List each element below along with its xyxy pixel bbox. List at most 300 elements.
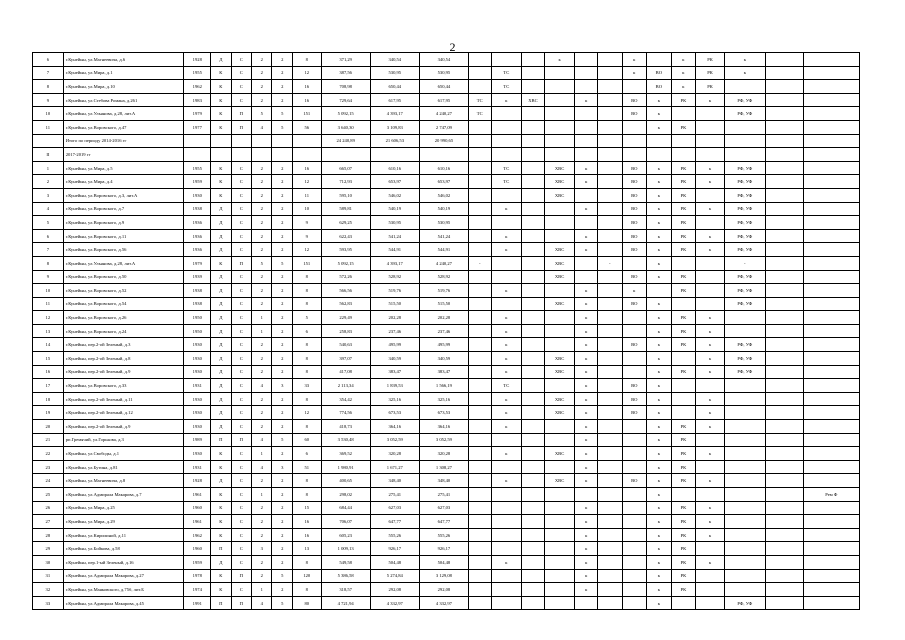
table-cell: к bbox=[647, 229, 672, 243]
table-cell: к bbox=[575, 379, 598, 393]
table-cell: 1 bbox=[252, 583, 272, 597]
table-cell: РК bbox=[671, 161, 696, 175]
table-cell: 528,92 bbox=[370, 270, 419, 284]
table-cell: РК bbox=[671, 515, 696, 529]
table-cell bbox=[803, 229, 859, 243]
table-cell: 3 640,30 bbox=[321, 120, 370, 134]
table-cell bbox=[622, 447, 647, 461]
table-cell: 515,50 bbox=[419, 297, 468, 311]
table-cell bbox=[33, 134, 64, 148]
table-cell: к bbox=[647, 569, 672, 583]
table-cell: С bbox=[231, 501, 251, 515]
table-cell bbox=[491, 53, 522, 67]
table-cell bbox=[671, 488, 696, 502]
table-row bbox=[33, 243, 860, 257]
table-cell: 4 bbox=[252, 433, 272, 447]
table-cell: РФ, УФ bbox=[724, 338, 765, 352]
table-cell: 51 bbox=[292, 460, 321, 474]
table-cell bbox=[765, 555, 803, 569]
table-cell: 1960 bbox=[184, 542, 211, 556]
table-cell: 5 092,15 bbox=[321, 256, 370, 270]
table-cell bbox=[765, 338, 803, 352]
table-cell bbox=[647, 284, 672, 298]
table-cell bbox=[765, 488, 803, 502]
table-cell: 19 bbox=[33, 406, 64, 420]
table-cell: ВО bbox=[622, 229, 647, 243]
table-cell: к bbox=[622, 284, 647, 298]
table-cell: 530,95 bbox=[370, 216, 419, 230]
table-cell: РК bbox=[671, 542, 696, 556]
address-cell: г.Кунейын, пер.1-ый Зеленый, д.16 bbox=[63, 555, 184, 569]
address-cell: г.Кунейын, ул.Магнеевича, д.8 bbox=[63, 474, 184, 488]
table-cell: 10 bbox=[33, 284, 64, 298]
table-cell bbox=[491, 134, 522, 148]
table-cell bbox=[575, 80, 598, 94]
table-cell: 593,95 bbox=[321, 243, 370, 257]
table-cell: 1930 bbox=[184, 352, 211, 366]
table-cell bbox=[765, 66, 803, 80]
table-cell bbox=[575, 53, 598, 67]
table-cell: ТС bbox=[491, 161, 522, 175]
table-cell bbox=[671, 148, 696, 162]
table-cell: - bbox=[597, 256, 622, 270]
table-cell: 2 bbox=[272, 447, 292, 461]
table-cell bbox=[597, 352, 622, 366]
table-cell: 24 bbox=[33, 474, 64, 488]
table-cell: 202,28 bbox=[419, 311, 468, 325]
table-cell: к bbox=[647, 324, 672, 338]
table-cell: 12 bbox=[292, 406, 321, 420]
table-row bbox=[33, 542, 860, 556]
table-cell: 9 bbox=[33, 93, 64, 107]
table-cell: 519,76 bbox=[370, 284, 419, 298]
table-cell: 2 bbox=[252, 528, 272, 542]
table-cell: к bbox=[575, 460, 598, 474]
table-cell: к bbox=[647, 120, 672, 134]
table-cell bbox=[803, 324, 859, 338]
table-row bbox=[33, 528, 860, 542]
table-cell: 9 bbox=[33, 270, 64, 284]
table-cell: РК bbox=[671, 528, 696, 542]
table-cell bbox=[622, 583, 647, 597]
table-cell: 2 bbox=[252, 175, 272, 189]
table-cell: ВО bbox=[622, 406, 647, 420]
table-cell: Д bbox=[211, 243, 231, 257]
table-cell: 8 bbox=[33, 80, 64, 94]
table-cell bbox=[622, 596, 647, 610]
table-cell: ХВС bbox=[522, 93, 545, 107]
table-cell: 1960 bbox=[184, 501, 211, 515]
table-cell bbox=[597, 229, 622, 243]
table-cell: РФ, УФ bbox=[724, 297, 765, 311]
table-cell bbox=[544, 107, 575, 121]
table-cell bbox=[724, 420, 765, 434]
table-cell: С bbox=[231, 202, 251, 216]
table-cell: 151 bbox=[292, 107, 321, 121]
table-cell bbox=[597, 569, 622, 583]
table-cell: ХВС bbox=[544, 270, 575, 284]
table-cell: к bbox=[671, 80, 696, 94]
table-cell bbox=[544, 324, 575, 338]
table-cell bbox=[544, 66, 575, 80]
table-cell: С bbox=[231, 338, 251, 352]
table-cell: 8 bbox=[292, 270, 321, 284]
table-cell bbox=[724, 474, 765, 488]
table-cell: 729,64 bbox=[321, 93, 370, 107]
table-cell bbox=[468, 460, 491, 474]
table-cell: 1961 bbox=[184, 515, 211, 529]
table-row bbox=[33, 406, 860, 420]
table-cell: 684,44 bbox=[321, 501, 370, 515]
table-cell bbox=[803, 583, 859, 597]
table-cell: 6 bbox=[292, 324, 321, 338]
table-cell bbox=[522, 528, 545, 542]
table-cell: ХВС bbox=[544, 161, 575, 175]
table-cell bbox=[231, 148, 251, 162]
table-cell bbox=[597, 284, 622, 298]
table-cell: РК bbox=[671, 338, 696, 352]
table-cell: 30 bbox=[33, 555, 64, 569]
table-cell: 566,56 bbox=[321, 284, 370, 298]
table-cell: к bbox=[696, 324, 725, 338]
table-cell: П bbox=[231, 433, 251, 447]
table-cell bbox=[575, 107, 598, 121]
table-row bbox=[33, 188, 860, 202]
address-cell: г.Кунейын, пер.2-ой Зеленый, д.11 bbox=[63, 392, 184, 406]
table-cell bbox=[522, 311, 545, 325]
table-cell: 665,07 bbox=[321, 161, 370, 175]
table-cell bbox=[622, 488, 647, 502]
table-cell bbox=[491, 515, 522, 529]
table-cell bbox=[491, 528, 522, 542]
table-cell: ХВС bbox=[544, 243, 575, 257]
table-cell: 2 bbox=[272, 243, 292, 257]
table-row bbox=[33, 311, 860, 325]
table-cell: 5 274,84 bbox=[370, 569, 419, 583]
table-cell bbox=[597, 297, 622, 311]
table-cell: 2 bbox=[272, 297, 292, 311]
table-cell bbox=[803, 188, 859, 202]
table-cell: к bbox=[647, 433, 672, 447]
table-cell: к bbox=[647, 243, 672, 257]
table-cell: к bbox=[647, 365, 672, 379]
table-cell: 1 bbox=[252, 488, 272, 502]
table-cell: Д bbox=[211, 474, 231, 488]
table-cell bbox=[468, 80, 491, 94]
table-cell bbox=[696, 297, 725, 311]
table-cell: 2 bbox=[272, 270, 292, 284]
table-row bbox=[33, 583, 860, 597]
address-cell: г.Кунейын, пер.2-ой Зеленый, д.3 bbox=[63, 338, 184, 352]
table-cell bbox=[597, 120, 622, 134]
table-cell bbox=[597, 202, 622, 216]
table-cell bbox=[671, 256, 696, 270]
table-cell: 8 bbox=[292, 365, 321, 379]
table-cell: 1939 bbox=[184, 270, 211, 284]
table-cell: РК bbox=[671, 175, 696, 189]
table-cell: к bbox=[491, 392, 522, 406]
table-cell: 2 bbox=[252, 338, 272, 352]
table-cell bbox=[522, 596, 545, 610]
table-cell bbox=[468, 229, 491, 243]
table-cell bbox=[468, 501, 491, 515]
table-cell: 325,16 bbox=[419, 392, 468, 406]
table-cell bbox=[724, 379, 765, 393]
address-cell: г.Кунейын, ул.Адмирала Макарова, д.7 bbox=[63, 488, 184, 502]
table-cell: 275,41 bbox=[370, 488, 419, 502]
table-cell bbox=[724, 80, 765, 94]
table-cell: С bbox=[231, 515, 251, 529]
table-cell: 926,17 bbox=[370, 542, 419, 556]
table-cell: РК bbox=[696, 66, 725, 80]
table-cell bbox=[575, 256, 598, 270]
table-cell bbox=[765, 515, 803, 529]
table-cell: 1 bbox=[252, 447, 272, 461]
table-cell: 1 bbox=[252, 311, 272, 325]
table-cell bbox=[696, 270, 725, 284]
table-cell: 5 bbox=[272, 433, 292, 447]
table-cell: РФ, УФ bbox=[724, 93, 765, 107]
table-cell: С bbox=[231, 188, 251, 202]
table-cell: РФ, УФ bbox=[724, 596, 765, 610]
table-cell: С bbox=[231, 542, 251, 556]
table-cell: 1 bbox=[252, 324, 272, 338]
table-cell: 1936 bbox=[184, 229, 211, 243]
table-cell: 1959 bbox=[184, 175, 211, 189]
table-cell bbox=[184, 134, 211, 148]
table-cell: 610,16 bbox=[419, 161, 468, 175]
table-cell bbox=[522, 515, 545, 529]
table-cell bbox=[597, 93, 622, 107]
table-cell: к bbox=[647, 596, 672, 610]
table-cell: 340,59 bbox=[370, 352, 419, 366]
table-cell: РК bbox=[671, 270, 696, 284]
table-cell: 1950 bbox=[184, 311, 211, 325]
table-cell: к bbox=[491, 243, 522, 257]
table-cell bbox=[544, 311, 575, 325]
table-row bbox=[33, 175, 860, 189]
table-cell: 8 bbox=[292, 420, 321, 434]
table-cell bbox=[647, 53, 672, 67]
table-cell bbox=[803, 528, 859, 542]
table-cell: 8 bbox=[292, 284, 321, 298]
table-cell bbox=[597, 488, 622, 502]
table-cell bbox=[522, 188, 545, 202]
table-cell: С bbox=[231, 216, 251, 230]
table-cell: к bbox=[491, 284, 522, 298]
table-cell: 653,97 bbox=[419, 175, 468, 189]
table-cell: 2 bbox=[272, 515, 292, 529]
table-cell: 2 bbox=[272, 474, 292, 488]
table-cell: к bbox=[647, 175, 672, 189]
table-cell: С bbox=[231, 447, 251, 461]
table-cell bbox=[522, 216, 545, 230]
address-cell: г.Кунейын, ул.Бутина, д.81 bbox=[63, 460, 184, 474]
table-cell: Д bbox=[211, 53, 231, 67]
table-cell bbox=[724, 460, 765, 474]
table-cell bbox=[544, 93, 575, 107]
table-row bbox=[33, 501, 860, 515]
table-cell: 1 980,91 bbox=[321, 460, 370, 474]
table-cell: 15 bbox=[33, 352, 64, 366]
table-row bbox=[33, 379, 860, 393]
table-cell: 371,29 bbox=[321, 53, 370, 67]
table-cell bbox=[724, 433, 765, 447]
table-cell bbox=[724, 311, 765, 325]
table-cell: РК bbox=[671, 229, 696, 243]
table-cell: 706,07 bbox=[321, 515, 370, 529]
table-cell: 2 bbox=[252, 297, 272, 311]
table-cell: С bbox=[231, 460, 251, 474]
table-cell: К bbox=[211, 161, 231, 175]
table-cell bbox=[622, 148, 647, 162]
table-cell bbox=[724, 542, 765, 556]
table-cell: 60 bbox=[292, 433, 321, 447]
table-cell: ХВС bbox=[544, 188, 575, 202]
table-cell bbox=[544, 596, 575, 610]
table-cell: 2 bbox=[272, 93, 292, 107]
table-cell: к bbox=[647, 216, 672, 230]
table-cell: 16 bbox=[292, 93, 321, 107]
table-cell: к bbox=[696, 243, 725, 257]
table-cell: 1931 bbox=[184, 379, 211, 393]
table-cell: 8 bbox=[292, 555, 321, 569]
table-cell bbox=[544, 229, 575, 243]
table-cell bbox=[491, 569, 522, 583]
table-cell bbox=[803, 175, 859, 189]
table-cell: к bbox=[696, 93, 725, 107]
table-cell: к bbox=[575, 392, 598, 406]
table-cell: 5 bbox=[292, 311, 321, 325]
table-cell: к bbox=[575, 297, 598, 311]
table-cell bbox=[575, 134, 598, 148]
address-cell: г.Кунейын, ул.Воровского, д.7 bbox=[63, 202, 184, 216]
table-cell: К bbox=[211, 175, 231, 189]
table-cell bbox=[468, 134, 491, 148]
table-row bbox=[33, 161, 860, 175]
table-cell: 774,56 bbox=[321, 406, 370, 420]
table-cell bbox=[765, 161, 803, 175]
table-cell bbox=[468, 596, 491, 610]
table-cell: 1962 bbox=[184, 528, 211, 542]
table-cell: 29 bbox=[33, 542, 64, 556]
table-cell: 2 bbox=[252, 392, 272, 406]
table-cell: 2 bbox=[272, 80, 292, 94]
table-cell: 519,76 bbox=[419, 284, 468, 298]
table-cell bbox=[671, 379, 696, 393]
table-row bbox=[33, 66, 860, 80]
table-cell: 369,52 bbox=[321, 447, 370, 461]
table-cell: 2 bbox=[272, 53, 292, 67]
table-cell bbox=[696, 569, 725, 583]
table-cell: 320,28 bbox=[419, 447, 468, 461]
table-cell: 1955 bbox=[184, 161, 211, 175]
table-cell bbox=[597, 555, 622, 569]
table-cell: 9 bbox=[292, 216, 321, 230]
table-cell: к bbox=[575, 528, 598, 542]
table-cell: РФ, УФ bbox=[724, 188, 765, 202]
table-cell bbox=[544, 488, 575, 502]
table-cell bbox=[468, 53, 491, 67]
table-cell: к bbox=[575, 515, 598, 529]
table-cell: 237,46 bbox=[370, 324, 419, 338]
table-cell: 16 bbox=[292, 161, 321, 175]
table-cell: С bbox=[231, 243, 251, 257]
table-cell: 504,48 bbox=[419, 555, 468, 569]
table-cell: 2 bbox=[272, 216, 292, 230]
table-cell bbox=[597, 107, 622, 121]
table-cell bbox=[522, 501, 545, 515]
table-cell bbox=[724, 120, 765, 134]
table-cell bbox=[803, 542, 859, 556]
table-cell: 12 bbox=[33, 311, 64, 325]
table-cell: к bbox=[491, 324, 522, 338]
table-cell bbox=[803, 53, 859, 67]
table-cell: 546,02 bbox=[370, 188, 419, 202]
table-cell: 2 bbox=[252, 569, 272, 583]
table-cell bbox=[597, 596, 622, 610]
table-cell: к bbox=[491, 474, 522, 488]
table-cell: 11 bbox=[33, 297, 64, 311]
table-cell: С bbox=[231, 583, 251, 597]
table-cell: РФ, УФ bbox=[724, 202, 765, 216]
table-cell bbox=[724, 515, 765, 529]
table-cell: ХВС bbox=[544, 447, 575, 461]
table-cell bbox=[544, 515, 575, 529]
table-row bbox=[33, 338, 860, 352]
table-cell: 495,99 bbox=[419, 338, 468, 352]
table-cell bbox=[597, 148, 622, 162]
table-cell: ВО bbox=[622, 216, 647, 230]
table-cell bbox=[724, 528, 765, 542]
table-cell: 11 bbox=[292, 188, 321, 202]
table-cell: 400,65 bbox=[321, 474, 370, 488]
table-cell bbox=[765, 392, 803, 406]
table-cell bbox=[765, 447, 803, 461]
table-cell bbox=[671, 107, 696, 121]
table-cell: ТС bbox=[491, 66, 522, 80]
table-cell bbox=[765, 379, 803, 393]
table-cell: Д bbox=[211, 555, 231, 569]
table-cell: 622,43 bbox=[321, 229, 370, 243]
table-cell bbox=[522, 392, 545, 406]
table-cell: 397,07 bbox=[321, 352, 370, 366]
table-cell: РК bbox=[671, 120, 696, 134]
table-cell bbox=[468, 161, 491, 175]
table-cell: к bbox=[647, 474, 672, 488]
table-cell: к bbox=[575, 555, 598, 569]
table-cell: 4 bbox=[252, 596, 272, 610]
table-cell: РК bbox=[671, 420, 696, 434]
table-cell: 5 bbox=[272, 569, 292, 583]
table-cell: 1931 bbox=[184, 460, 211, 474]
table-cell bbox=[491, 433, 522, 447]
table-cell bbox=[724, 406, 765, 420]
table-cell: к bbox=[491, 93, 522, 107]
table-cell bbox=[468, 243, 491, 257]
table-row bbox=[33, 488, 860, 502]
table-cell: 16 bbox=[33, 365, 64, 379]
table-cell: 120 bbox=[292, 569, 321, 583]
table-cell: к bbox=[647, 379, 672, 393]
table-cell: к bbox=[622, 53, 647, 67]
table-cell: П bbox=[211, 542, 231, 556]
table-cell: 3 bbox=[272, 379, 292, 393]
table-cell: ВО bbox=[622, 297, 647, 311]
address-cell: г.Кунейын, ул.Воровского, д.9 bbox=[63, 216, 184, 230]
table-row bbox=[33, 120, 860, 134]
table-cell: 383,47 bbox=[419, 365, 468, 379]
